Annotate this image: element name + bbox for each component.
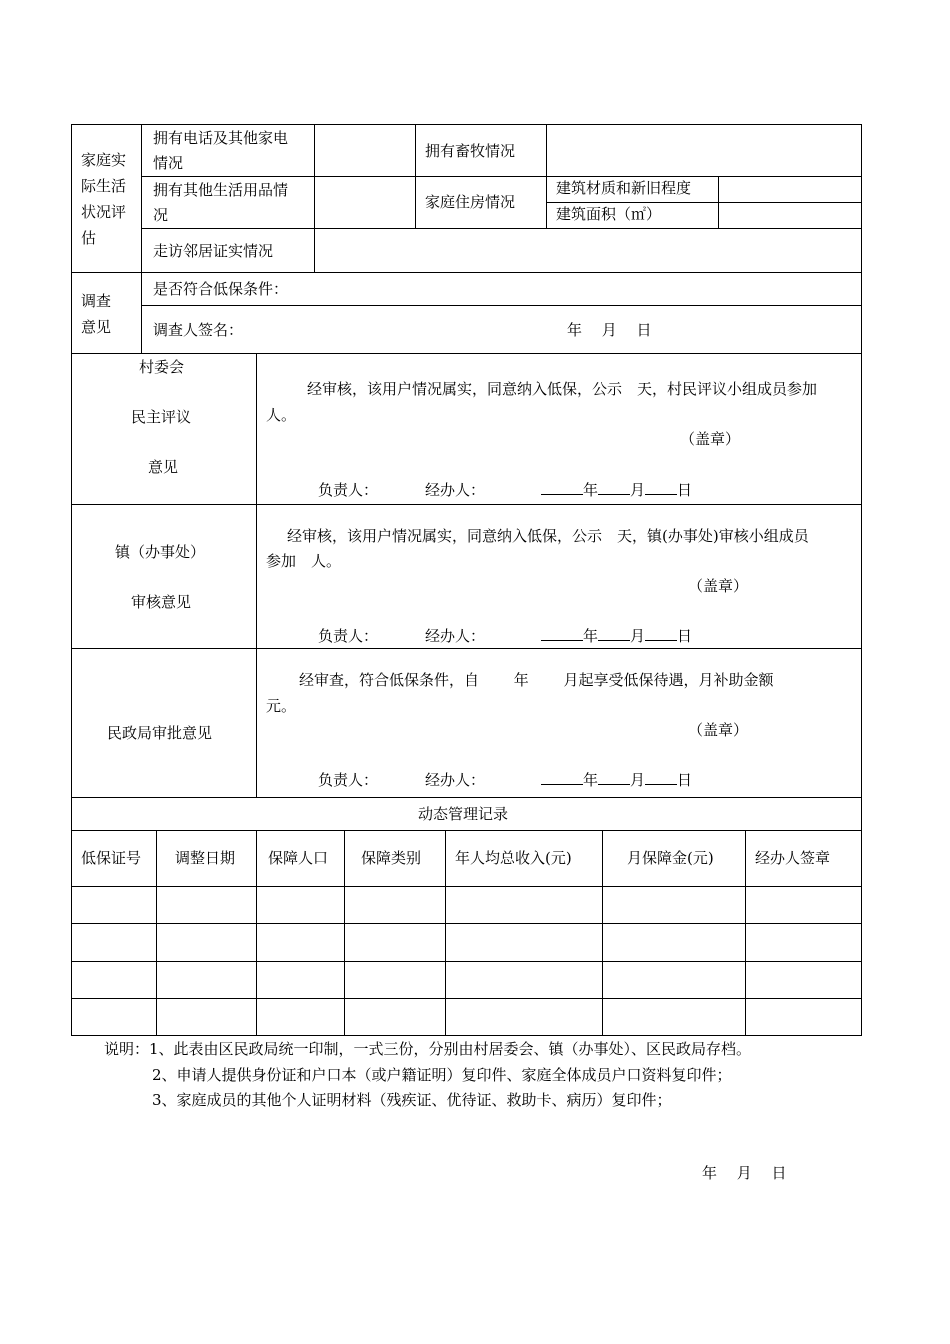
town-month-blank: [598, 626, 630, 641]
survey-date: 年 月 日: [567, 321, 652, 339]
col-line: [156, 830, 157, 1035]
other-items-label-line2: 况: [153, 206, 169, 224]
col-line: [256, 830, 257, 1035]
village-year-blank: [541, 480, 583, 495]
header-category: 保障类别: [361, 849, 422, 867]
phone-appliances-label-line2: 情况: [153, 154, 184, 172]
bureau-day: 日: [677, 771, 693, 789]
village-seal: （盖章）: [680, 430, 741, 448]
bureau-text-line2: 元。: [266, 697, 297, 715]
town-text-line2: 参加 人。: [266, 552, 342, 570]
note-line-2: 2、申请人提供身份证和户口本（或户籍证明）复印件、家庭全体成员户口资料复印件；: [152, 1066, 732, 1084]
records-title: 动态管理记录: [418, 805, 509, 823]
note-line-1: 说明：1、此表由区民政局统一印制，一式三份，分别由村居委会、镇（办事处）、区民政局存档。: [104, 1040, 752, 1058]
building-material-label: 建筑材质和新旧程度: [556, 179, 692, 197]
footer-date: 年 月 日: [702, 1164, 787, 1182]
village-responsible-label: 负责人：: [318, 481, 379, 499]
row-line: [71, 923, 862, 924]
row-line: [71, 504, 862, 505]
row-line: [71, 272, 862, 273]
table-border-left: [71, 124, 72, 1035]
row-line: [71, 886, 862, 887]
note-line-3: 3、家庭成员的其他个人证明材料（残疾证、优待证、救助卡、病历）复印件；: [152, 1091, 672, 1109]
village-handler-label: 经办人：: [425, 481, 486, 499]
row-line: [141, 305, 862, 306]
town-handler-label: 经办人：: [425, 627, 486, 645]
bureau-label: 民政局审批意见: [107, 724, 213, 742]
village-text-line1: 经审核，该用户情况属实，同意纳入低保，公示 天，村民评议小组成员参加: [307, 380, 818, 398]
table-border-right: [861, 124, 862, 1035]
village-day-blank: [645, 480, 677, 495]
town-day: 日: [677, 627, 693, 645]
row-line: [141, 228, 862, 229]
table-border-top: [71, 124, 862, 125]
bureau-day-blank: [645, 770, 677, 785]
town-seal: （盖章）: [688, 577, 749, 595]
row-line: [71, 353, 862, 354]
header-monthly-allowance: 月保障金(元): [627, 849, 714, 867]
col-line: [344, 830, 345, 1035]
town-date: [541, 624, 692, 648]
assessment-label-line4: 估: [81, 229, 97, 247]
village-label-line1: 村委会: [139, 358, 185, 376]
town-month: 月: [630, 627, 646, 645]
header-covered-persons: 保障人口: [268, 849, 329, 867]
town-label-line1: 镇（办事处）: [115, 543, 206, 561]
col-line: [602, 830, 603, 1035]
table-border-bottom: [71, 1035, 862, 1036]
bureau-year: 年: [583, 771, 599, 789]
col-line: [314, 124, 315, 272]
town-year: 年: [583, 627, 599, 645]
town-text-line1: 经审核，该用户情况属实，同意纳入低保，公示 天，镇(办事处)审核小组成员: [287, 527, 809, 545]
village-day: 日: [677, 481, 693, 499]
row-line: [141, 176, 546, 177]
col-line: [718, 176, 719, 228]
village-date: [541, 478, 692, 502]
bureau-year-blank: [541, 770, 583, 785]
town-label-line2: 审核意见: [131, 593, 192, 611]
col-line: [415, 124, 416, 228]
row-line: [71, 830, 862, 831]
survey-label-line1: 调查: [81, 292, 112, 310]
header-cert-no: 低保证号: [81, 849, 142, 867]
assessment-label-line2: 际生活: [81, 177, 127, 195]
village-text-line2: 人。: [266, 406, 297, 424]
col-line: [445, 830, 446, 1035]
assessment-label-line3: 状况评: [81, 203, 127, 221]
village-month-blank: [598, 480, 630, 495]
col-line: [256, 353, 257, 797]
survey-label-line2: 意见: [81, 318, 112, 336]
bureau-handler-label: 经办人：: [425, 771, 486, 789]
town-responsible-label: 负责人：: [318, 627, 379, 645]
bureau-date: [541, 768, 692, 792]
eligibility-label: 是否符合低保条件：: [153, 280, 289, 298]
village-label-line3: 意见: [148, 458, 179, 476]
row-line: [71, 998, 862, 999]
row-line: [71, 797, 862, 798]
neighbor-visit-label: 走访邻居证实情况: [153, 242, 274, 260]
village-year: 年: [583, 481, 599, 499]
bureau-text-line1: 经审查，符合低保条件，自 年 月起享受低保待遇，月补助金额: [299, 671, 774, 689]
livestock-label: 拥有畜牧情况: [425, 142, 516, 160]
village-month: 月: [630, 481, 646, 499]
row-line: [71, 648, 862, 649]
surveyor-signature-label: 调查人签名：: [153, 321, 244, 339]
town-day-blank: [645, 626, 677, 641]
header-handler-signature: 经办人签章: [755, 849, 831, 867]
other-items-label-line1: 拥有其他生活用品情: [153, 181, 289, 199]
village-label-line2: 民主评议: [131, 408, 192, 426]
bureau-month-blank: [598, 770, 630, 785]
housing-label: 家庭住房情况: [425, 193, 516, 211]
header-annual-income: 年人均总收入(元): [455, 849, 572, 867]
town-year-blank: [541, 626, 583, 641]
col-line: [745, 830, 746, 1035]
col-line: [546, 124, 547, 228]
bureau-month: 月: [630, 771, 646, 789]
col-line: [141, 124, 142, 353]
row-line: [71, 961, 862, 962]
bureau-responsible-label: 负责人：: [318, 771, 379, 789]
phone-appliances-label-line1: 拥有电话及其他家电: [153, 129, 289, 147]
assessment-label-line1: 家庭实: [81, 151, 127, 169]
header-adjust-date: 调整日期: [175, 849, 236, 867]
bureau-seal: （盖章）: [688, 721, 749, 739]
building-area-label: 建筑面积（㎡）: [556, 205, 662, 223]
